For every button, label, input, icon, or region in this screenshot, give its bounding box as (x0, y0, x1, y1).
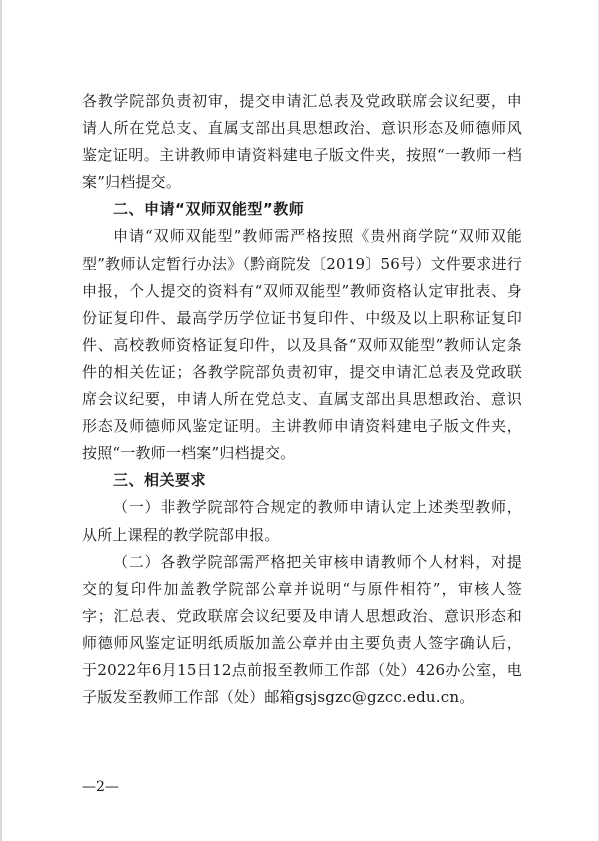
paragraph-4: （二）各教学院部需严格把关审核申请教师个人材料，对提交的复印件加盖教学院部公章并说明“与原件相符”，审核人签字；汇总表、党政联席会议纪要及申请人思想政治、意识形态和师德师风鉴定证明纸质版加盖公章并由主要负责人签字确认后，于2022年6月15日12点前报至教师工作部（处）426办公室，电子版发至教师工作部（处）邮箱gsjsgzc@gzcc.edu.cn。 (82, 552, 522, 707)
page-number: —2— (82, 779, 119, 795)
paragraph-2: 申请“双师双能型”教师需严格按照《贵州商学院“双师双能型”教师认定暂行办法》（黔商院发〔2019〕56号）文件要求进行申报，个人提交的资料有“双师双能型”教师资格认定审批表、身份证复印件、最高学历学位证书复印件、中级及以上职称证复印件、高校教师资格证复印件，以及具备“双师双能型”教师认定条件的相关佐证；各教学院部负责初审，提交申请汇总表及党政联席会议纪要，申请人所在党总支、直属支部出具思想政治、意识形态及师德师风鉴定证明。主讲教师申请资料建电子版文件夹，按照“一教师一档案”归档提交。 (82, 227, 522, 463)
paragraph-1: 各教学院部负责初审，提交申请汇总表及党政联席会议纪要，申请人所在党总支、直属支部出具思想政治、意识形态及师德师风鉴定证明。主讲教师申请资料建电子版文件夹，按照“一教师一档案”归档提交。 (82, 92, 522, 192)
page-edge (0, 0, 2, 841)
paragraph-3: （一）非教学院部符合规定的教师申请认定上述类型教师，从所上课程的教学院部申报。 (82, 498, 522, 544)
document-body (82, 88, 522, 711)
section-heading-2: 二、申请“双师双能型”教师 (113, 200, 305, 219)
section-heading-3: 三、相关要求 (113, 471, 207, 490)
